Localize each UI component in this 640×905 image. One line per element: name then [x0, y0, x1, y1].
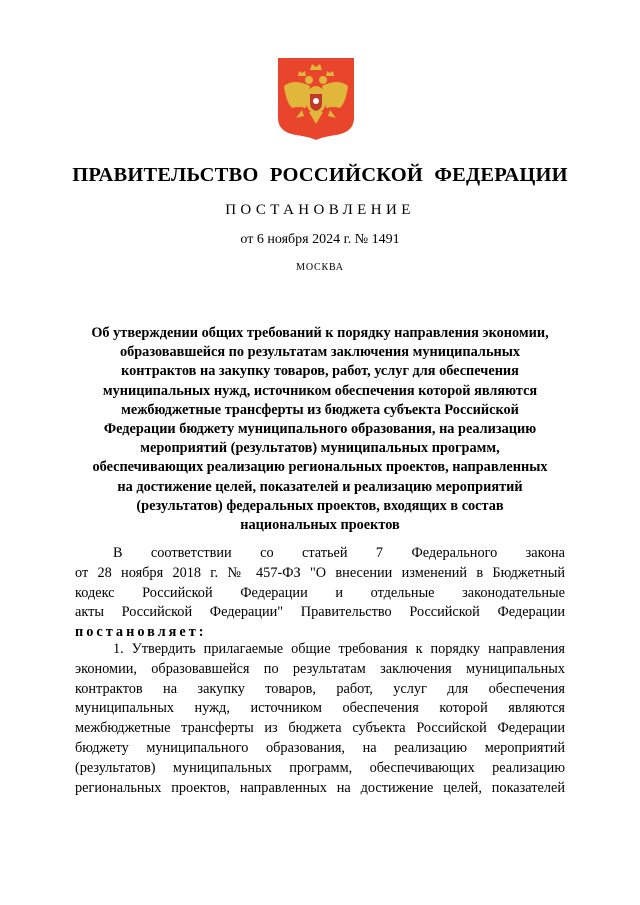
body-line: муниципальных нужд, источником обеспечения которой являются [75, 700, 565, 717]
heading-line: Федерации бюджету муниципального образования, на реализацию [103, 421, 537, 438]
body-line: акты Российской Федерации" Правительство Российской Федерации [75, 604, 565, 621]
heading-line: муниципальных нужд, источником обеспечения которой являются [102, 382, 538, 399]
body-line: 1. Утвердить прилагаемые общие требования к порядку направления [113, 641, 565, 657]
heading-line: мероприятий (результатов) муниципальных программ, [140, 440, 500, 457]
heading-line: обеспечивающих реализацию региональных проектов, направленных [92, 459, 548, 476]
resolution-word: постановляет: [75, 624, 207, 641]
body-line: экономии, образовавшейся по результатам заключения муниципальных [75, 660, 565, 677]
preamble-paragraph [75, 544, 565, 643]
body-line: от 28 ноября 2018 г. № 457-ФЗ "О внесении изменений в Бюджетный [75, 564, 565, 581]
body-line: бюджету муниципального образования, на реализацию мероприятий [75, 739, 565, 756]
heading-line: образовавшейся по результатам заключения муниципальных [119, 344, 521, 361]
heading-line: (результатов) федеральных проектов, входящих в состав [136, 497, 504, 514]
document-date-number: от 6 ноября 2024 г. № 1491 [240, 232, 400, 247]
body-line: контрактов на закупку товаров, работ, услуг для обеспечения [75, 680, 565, 697]
russian-coat-of-arms-icon [276, 56, 356, 140]
item-1-paragraph [75, 640, 565, 798]
government-title: ПРАВИТЕЛЬСТВО РОССИЙСКОЙ ФЕДЕРАЦИИ [72, 164, 568, 186]
document-city: МОСКВА [296, 262, 344, 273]
heading-line: контрактов на закупку товаров, работ, услуг для обеспечения [121, 363, 519, 380]
heading-line: на достижение целей, показателей и реализацию мероприятий [117, 478, 523, 495]
heading-line: Об утверждении общих требований к порядку направления экономии, [91, 325, 549, 341]
document-heading [70, 324, 570, 535]
body-line: В соответствии со статьей 7 Федерального закона [113, 545, 565, 561]
body-line: межбюджетные трансферты из бюджета субъекта Российской Федерации [75, 720, 565, 737]
body-line: региональных проектов, направленных на достижение целей, показателей [75, 779, 565, 796]
heading-line: межбюджетные трансферты из бюджета субъекта Российской [121, 401, 519, 418]
body-line: (результатов) муниципальных программ, обеспечивающих реализацию [75, 759, 565, 776]
document-type: ПОСТАНОВЛЕНИЕ [225, 202, 415, 218]
body-line: кодекс Российской Федерации и отдельные законодательные [75, 584, 565, 601]
heading-line: национальных проектов [240, 517, 400, 534]
